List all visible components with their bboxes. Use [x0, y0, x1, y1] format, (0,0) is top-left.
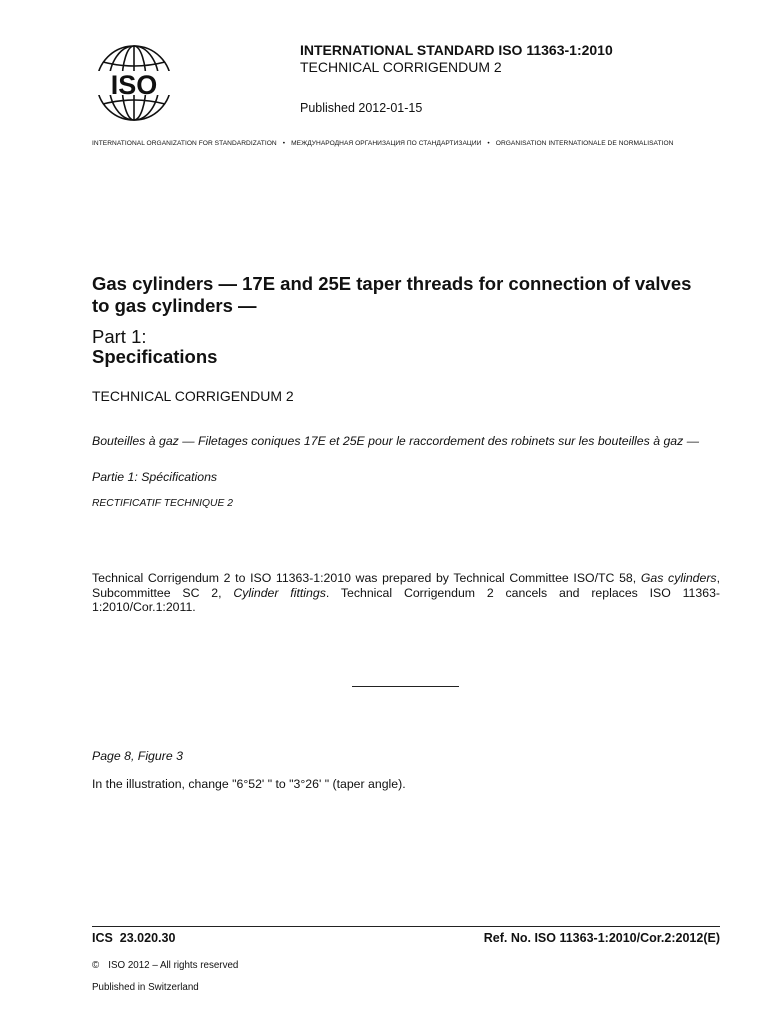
org-name-fr: ORGANISATION INTERNATIONALE DE NORMALISATION	[495, 140, 674, 147]
ics-code: ICS 23.020.30	[92, 931, 176, 945]
iso-logo	[95, 43, 173, 123]
reference-number: Ref. No. ISO 11363-1:2010/Cor.2:2012(E)	[483, 931, 720, 945]
committee-name: Gas cylinders	[640, 571, 717, 585]
part-number: Part 1:	[92, 326, 147, 347]
copyright-notice	[92, 960, 238, 971]
intro-text: . Technical Corrigendum 2 cancels and replaces ISO 11363-1:2010/Cor.1:2011.	[92, 585, 721, 614]
intro-text: , Subcommittee SC 2,	[92, 571, 720, 600]
document-title: Gas cylinders — 17E and 25E taper threads for connection of valves to gas cylinders —	[92, 273, 692, 316]
footer-divider	[92, 926, 720, 927]
change-instruction: In the illustration, change "6°52' " to "3°26' " (taper angle).	[92, 777, 406, 791]
org-name-en: INTERNATIONAL ORGANIZATION FOR STANDARDIZATION	[92, 140, 277, 147]
corrigendum-label: TECHNICAL CORRIGENDUM 2	[92, 388, 294, 404]
bullet-separator: •	[487, 140, 490, 147]
french-title: Bouteilles à gaz — Filetages coniques 17E et 25E pour le raccordement des robinets sur les bouteilles à gaz —	[92, 434, 699, 448]
change-location: Page 8, Figure 3	[92, 749, 183, 763]
iso-globe-icon	[95, 43, 173, 123]
section-separator	[352, 686, 459, 687]
french-part: Partie 1: Spécifications	[92, 470, 218, 484]
corrigendum-number: TECHNICAL CORRIGENDUM 2	[300, 59, 502, 75]
copyright-symbol: ©	[92, 960, 100, 971]
french-corrigendum: RECTIFICATIF TECHNIQUE 2	[92, 498, 233, 509]
organization-names	[92, 140, 673, 147]
intro-text: Technical Corrigendum 2 to ISO 11363-1:2010 was prepared by Technical Committee ISO/TC 58,	[92, 571, 641, 585]
published-in: Published in Switzerland	[92, 982, 199, 993]
intro-paragraph	[92, 571, 720, 615]
logo-wordmark: ISO	[110, 70, 158, 100]
published-date: Published 2012-01-15	[300, 101, 423, 115]
copyright-text: ISO 2012 – All rights reserved	[108, 960, 239, 971]
part-name: Specifications	[92, 346, 218, 367]
bullet-separator: •	[282, 140, 286, 147]
org-name-ru: МЕЖДУНАРОДНАЯ ОРГАНИЗАЦИЯ ПО СТАНДАРТИЗАЦИИ	[291, 140, 482, 147]
subcommittee-name: Cylinder fittings	[233, 585, 326, 600]
standard-title: INTERNATIONAL STANDARD ISO 11363-1:2010	[300, 42, 613, 58]
